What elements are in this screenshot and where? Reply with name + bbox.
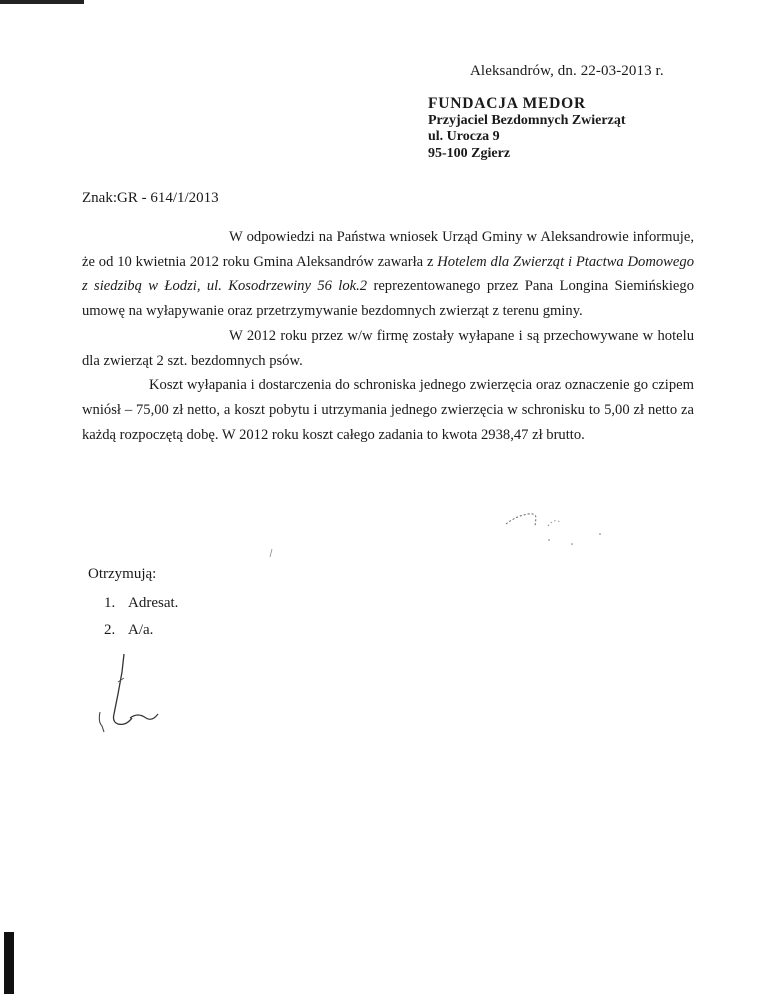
recipient-street: ul. Urocza 9 <box>428 129 500 144</box>
handwritten-signature <box>502 512 612 562</box>
recipients-heading: Otrzymują: <box>88 566 157 582</box>
paragraph-3: Koszt wyłapania i dostarczenia do schroniska jednego zwierzęcia oraz oznaczenie go czipem wniósł – 75,00 zł netto, a koszt pobytu i utrzymania jednego zwierzęcia w schronisku to 5,00 zł netto za każdą rozpoczętą dobę. W 2012 roku koszt całego zadania to kwota 2938,47 zł brutto. <box>82 377 694 443</box>
paragraph-1 <box>82 225 694 324</box>
list-item-number: 2. <box>104 622 116 638</box>
place-and-date: Aleksandrów, dn. 22-03-2013 r. <box>470 63 664 79</box>
scan-artifact-bottom <box>4 932 14 994</box>
list-item <box>104 590 178 617</box>
recipients-list <box>104 590 178 644</box>
paragraph-1-part-b: reprezentowanego przez Pana Longina Siemińskiego umowę na wyłapywanie oraz przetrzymywanie bezdomnych zwierząt z terenu gminy. <box>82 278 695 320</box>
hotel-name-italic: Hotelem dla Zwierząt i Ptactwa Domowego z siedzibą w Łodzi, ul. Kosodrzewiny 56 lok.2 <box>82 253 694 295</box>
paragraph-1-part-a: W odpowiedzi na Państwa wniosek Urząd Gminy w Aleksandrowie informuje, że od 10 kwietnia 2012 roku Gmina Aleksandrów zawarła z <box>82 229 694 270</box>
recipient-name: FUNDACJA MEDOR <box>428 95 587 112</box>
list-item-number: 1. <box>104 595 116 611</box>
list-item-label: A/a. <box>128 622 154 638</box>
recipient-city: 95-100 Zgierz <box>428 145 511 161</box>
recipient-address-block <box>428 96 728 162</box>
handwritten-initials <box>92 652 172 734</box>
letter-body <box>82 225 694 447</box>
recipient-subtitle: Przyjaciel Bezdomnych Zwierząt <box>428 112 626 128</box>
list-item-label: Adresat. <box>128 595 179 611</box>
reference-number: Znak:GR - 614/1/2013 <box>82 190 219 206</box>
scan-artifact-top <box>0 0 84 4</box>
scan-speck <box>268 548 274 558</box>
list-item <box>104 617 178 644</box>
paragraph-2: W 2012 roku przez w/w firmę zostały wyłapane i są przechowywane w hotelu dla zwierząt 2 szt. bezdomnych psów. <box>82 327 694 369</box>
